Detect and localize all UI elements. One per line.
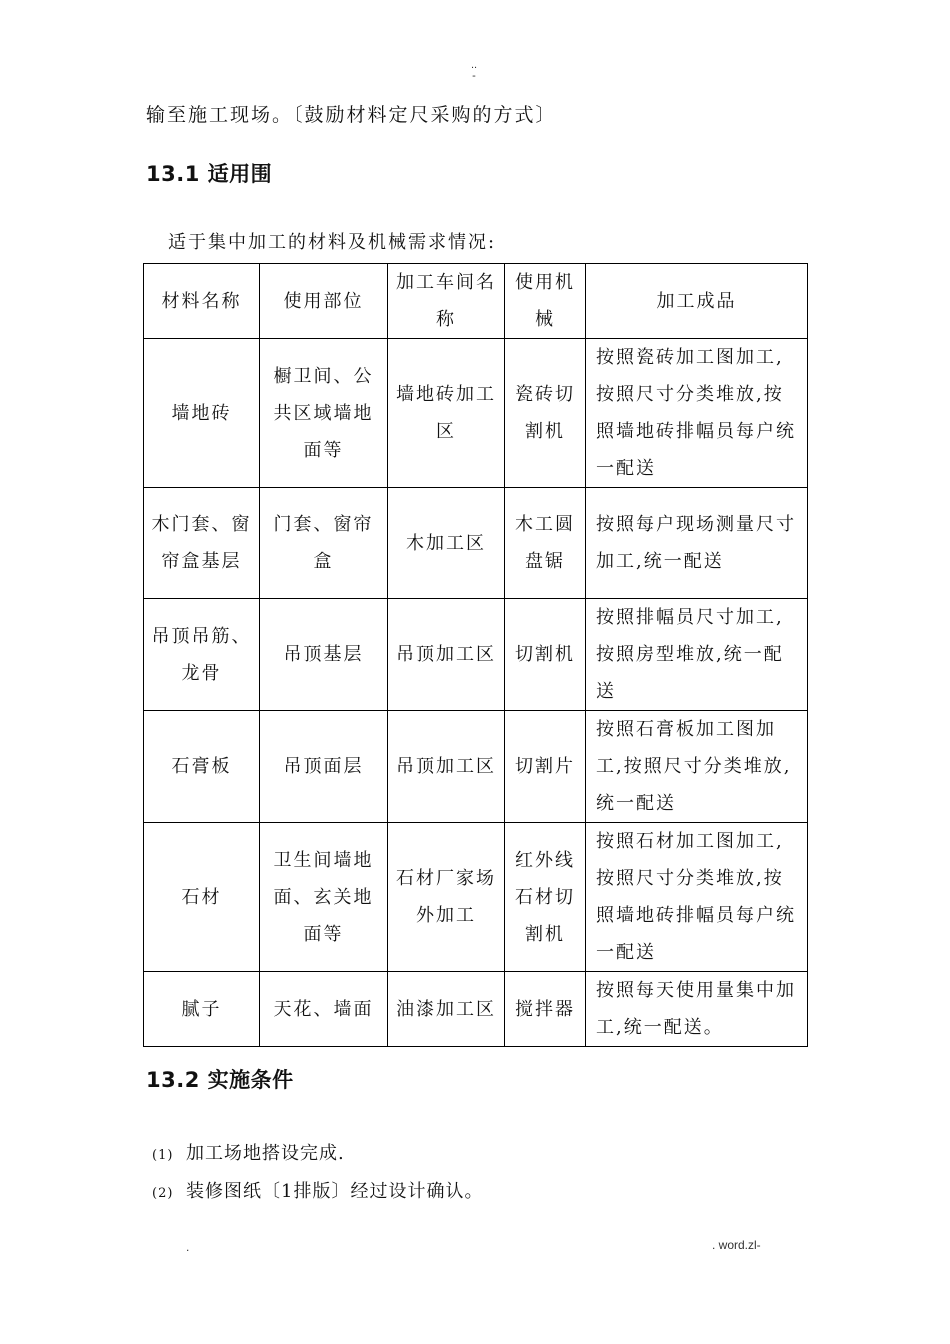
cell-workshop: 石材厂家场外加工 <box>388 823 505 972</box>
cell-material: 石膏板 <box>144 711 260 823</box>
table-row <box>144 711 808 823</box>
cell-machine: 搅拌器 <box>505 972 586 1047</box>
cell-workshop: 墙地砖加工区 <box>388 339 505 488</box>
cell-machine: 红外线石材切割机 <box>505 823 586 972</box>
list-item-number: (1) <box>152 1148 174 1163</box>
cell-product: 按照每户现场测量尺寸加工,统一配送 <box>586 488 808 599</box>
cell-product: 按照排幅员尺寸加工,按照房型堆放,统一配送 <box>586 599 808 711</box>
cell-product: 按照瓷砖加工图加工,按照尺寸分类堆放,按照墙地砖排幅员每户统一配送 <box>586 339 808 488</box>
cell-product: 按照石材加工图加工,按照尺寸分类堆放,按照墙地砖排幅员每户统一配送 <box>586 823 808 972</box>
intro-text: 输至施工现场。〔鼓励材料定尺采购的方式〕 <box>146 104 557 126</box>
header-cell-product: 加工成品 <box>586 264 808 339</box>
table-row <box>144 339 808 488</box>
cell-material: 墙地砖 <box>144 339 260 488</box>
cell-workshop: 木加工区 <box>388 488 505 599</box>
cell-workshop: 吊顶加工区 <box>388 711 505 823</box>
header-cell-location: 使用部位 <box>260 264 388 339</box>
cell-workshop: 油漆加工区 <box>388 972 505 1047</box>
list-item-text: 装修图纸〔1排版〕经过设计确认。 <box>186 1181 484 1202</box>
cell-product: 按照石膏板加工图加工,按照尺寸分类堆放,统一配送 <box>586 711 808 823</box>
cell-location: 天花、墙面 <box>260 972 388 1047</box>
list-item <box>152 1177 483 1203</box>
table-row <box>144 599 808 711</box>
section-heading-13-2: 13.2 实施条件 <box>146 1068 294 1092</box>
list-item-number: (2) <box>152 1186 174 1201</box>
footer-left-mark: . <box>186 1240 190 1254</box>
processing-table <box>143 263 808 1047</box>
footer-right-mark: . word.zl- <box>712 1238 761 1252</box>
cell-location: 吊顶面层 <box>260 711 388 823</box>
cell-location: 吊顶基层 <box>260 599 388 711</box>
list-item <box>152 1139 345 1165</box>
header-cell-machine: 使用机械 <box>505 264 586 339</box>
table-header-row <box>144 264 808 339</box>
list-item-text: 加工场地搭设完成. <box>186 1143 345 1164</box>
header-cell-material: 材料名称 <box>144 264 260 339</box>
page-header-marks <box>462 60 486 82</box>
table-row <box>144 488 808 599</box>
table-row <box>144 972 808 1047</box>
header-cell-workshop: 加工车间名称 <box>388 264 505 339</box>
cell-location: 卫生间墙地面、玄关地面等 <box>260 823 388 972</box>
table-lead-text: 适于集中加工的材料及机械需求情况: <box>168 232 497 253</box>
cell-location: 门套、窗帘盒 <box>260 488 388 599</box>
cell-machine: 切割机 <box>505 599 586 711</box>
cell-machine: 木工圆盘锯 <box>505 488 586 599</box>
section-heading-13-1: 13.1 适用围 <box>146 162 273 186</box>
cell-material: 石材 <box>144 823 260 972</box>
cell-material: 木门套、窗帘盒基层 <box>144 488 260 599</box>
header-dash: - <box>472 70 476 82</box>
cell-machine: 切割片 <box>505 711 586 823</box>
cell-material: 吊顶吊筋、龙骨 <box>144 599 260 711</box>
cell-location: 橱卫间、公共区域墙地面等 <box>260 339 388 488</box>
table-row <box>144 823 808 972</box>
cell-material: 腻子 <box>144 972 260 1047</box>
cell-workshop: 吊顶加工区 <box>388 599 505 711</box>
cell-product: 按照每天使用量集中加工,统一配送。 <box>586 972 808 1047</box>
cell-machine: 瓷砖切割机 <box>505 339 586 488</box>
header-dots: .. <box>470 59 478 71</box>
